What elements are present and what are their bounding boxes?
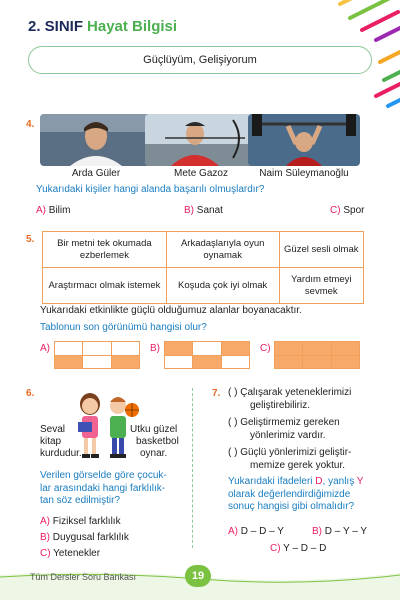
- question-number: 7.: [212, 388, 221, 399]
- photo-arda-guler: [40, 114, 152, 166]
- option-a-grid[interactable]: [54, 341, 140, 369]
- grid-cell-filled: [111, 355, 139, 369]
- grid-row: [165, 342, 250, 356]
- question-number: 5.: [26, 234, 35, 245]
- option-b[interactable]: B) Sanat: [184, 205, 223, 216]
- question-text: Yukarıdaki ifadeleri D, yanlış Y olarak değerlendirdiğimizde sonuç hangisi gibi olmalıdır?: [228, 476, 364, 512]
- statement-1[interactable]: ( ) Çalışarak yeteneklerimizi geliştirebiliriz.: [228, 387, 352, 411]
- grid-cell-filled: [275, 355, 303, 369]
- grid-cell-filled: [275, 342, 303, 356]
- grid-cell-filled: [331, 342, 359, 356]
- grid-cell-filled: [165, 342, 193, 356]
- grid-cell-empty: [55, 342, 83, 356]
- column-divider: [192, 388, 193, 548]
- table-row: [43, 232, 364, 268]
- photo-mete-gazoz: [145, 114, 257, 166]
- grid-cell-empty: [83, 355, 111, 369]
- grid-cell-filled: [55, 355, 83, 369]
- question-text: Verilen görselde göre çocuk- lar arasındaki hangi farklılık- tan söz edilmiştir?: [40, 470, 167, 506]
- table-cell: Araştırmacı olmak istemek: [43, 268, 167, 304]
- option-c-label[interactable]: C): [260, 343, 271, 354]
- table-cell: Güzel sesli olmak: [279, 232, 363, 268]
- question-number: 4.: [26, 119, 35, 130]
- option-b-grid[interactable]: [164, 341, 250, 369]
- option-c-grid[interactable]: [274, 341, 360, 369]
- option-b[interactable]: B) D – Y – Y: [312, 526, 368, 537]
- caption-mete-gazoz: Mete Gazoz: [174, 168, 228, 179]
- question-number: 6.: [26, 388, 35, 399]
- subject-label: Hayat Bilgisi: [87, 18, 178, 35]
- option-c[interactable]: C) Y – D – D: [270, 543, 327, 554]
- statement-3[interactable]: ( ) Güçlü yönlerimizi geliştir- memize gerek yoktur.: [228, 447, 352, 471]
- caption-arda-guler: Arda Güler: [71, 168, 121, 179]
- topic-banner: Güçlüyüm, Gelişiyorum: [28, 46, 372, 74]
- grid-cell-empty: [111, 342, 139, 356]
- grid-row: [275, 355, 360, 369]
- grid-cell-filled: [303, 355, 331, 369]
- question-text: Yukarıdaki etkinlikte güçlü olduğumuz alanlar boyanacaktır.: [40, 305, 302, 316]
- grid-row: [55, 355, 140, 369]
- grid-cell-empty: [165, 355, 193, 369]
- grid-cell-empty: [83, 342, 111, 356]
- question-text: Tablonun son görünümü hangisi olur?: [40, 322, 207, 333]
- page-number: 19: [185, 565, 211, 587]
- caption-seval: Seval kitap kurdudur.: [40, 424, 82, 459]
- option-a-label[interactable]: A): [40, 343, 50, 354]
- caption-utku: Utku güzel basketbol oynar.: [130, 424, 179, 459]
- grid-row: [165, 355, 250, 369]
- grid-cell-filled: [331, 355, 359, 369]
- question-text: Yukarıdaki kişiler hangi alanda başarılı olmuşlardır?: [36, 184, 265, 195]
- grade-label: 2. SINIF: [28, 18, 84, 35]
- grid-cell-filled: [303, 342, 331, 356]
- option-c[interactable]: C) Spor: [330, 205, 365, 216]
- table-cell: Yardım etmeyi sevmek: [279, 268, 363, 304]
- grid-cell-empty: [193, 342, 221, 356]
- table-cell: Koşuda çok iyi olmak: [166, 268, 279, 304]
- photo-naim-suleymanoglu: [248, 114, 360, 166]
- footer-text: Tüm Dersler Soru Bankası: [30, 572, 137, 582]
- caption-naim-suleymanoglu: Naim Süleymanoğlu: [259, 168, 349, 179]
- grid-cell-empty: [221, 355, 249, 369]
- activity-table: [42, 231, 364, 304]
- table-cell: Bir metni tek okumada ezberlemek: [43, 232, 167, 268]
- option-b[interactable]: B) Duygusal farklılık: [40, 532, 129, 543]
- table-row: [43, 268, 364, 304]
- option-a[interactable]: A) D – D – Y: [228, 526, 284, 537]
- option-b-label[interactable]: B): [150, 343, 160, 354]
- option-a[interactable]: A) Fiziksel farklılık: [40, 516, 121, 527]
- option-a[interactable]: A) Bilim: [36, 205, 71, 216]
- grid-row: [275, 342, 360, 356]
- page-title: [28, 18, 177, 35]
- statement-2[interactable]: ( ) Geliştirmemiz gereken yönlerimiz vardır.: [228, 417, 340, 441]
- grid-row: [55, 342, 140, 356]
- table-cell: Arkadaşlarıyla oyun oynamak: [166, 232, 279, 268]
- grid-cell-filled: [221, 342, 249, 356]
- option-c[interactable]: C) Yetenekler: [40, 548, 101, 559]
- grid-cell-filled: [193, 355, 221, 369]
